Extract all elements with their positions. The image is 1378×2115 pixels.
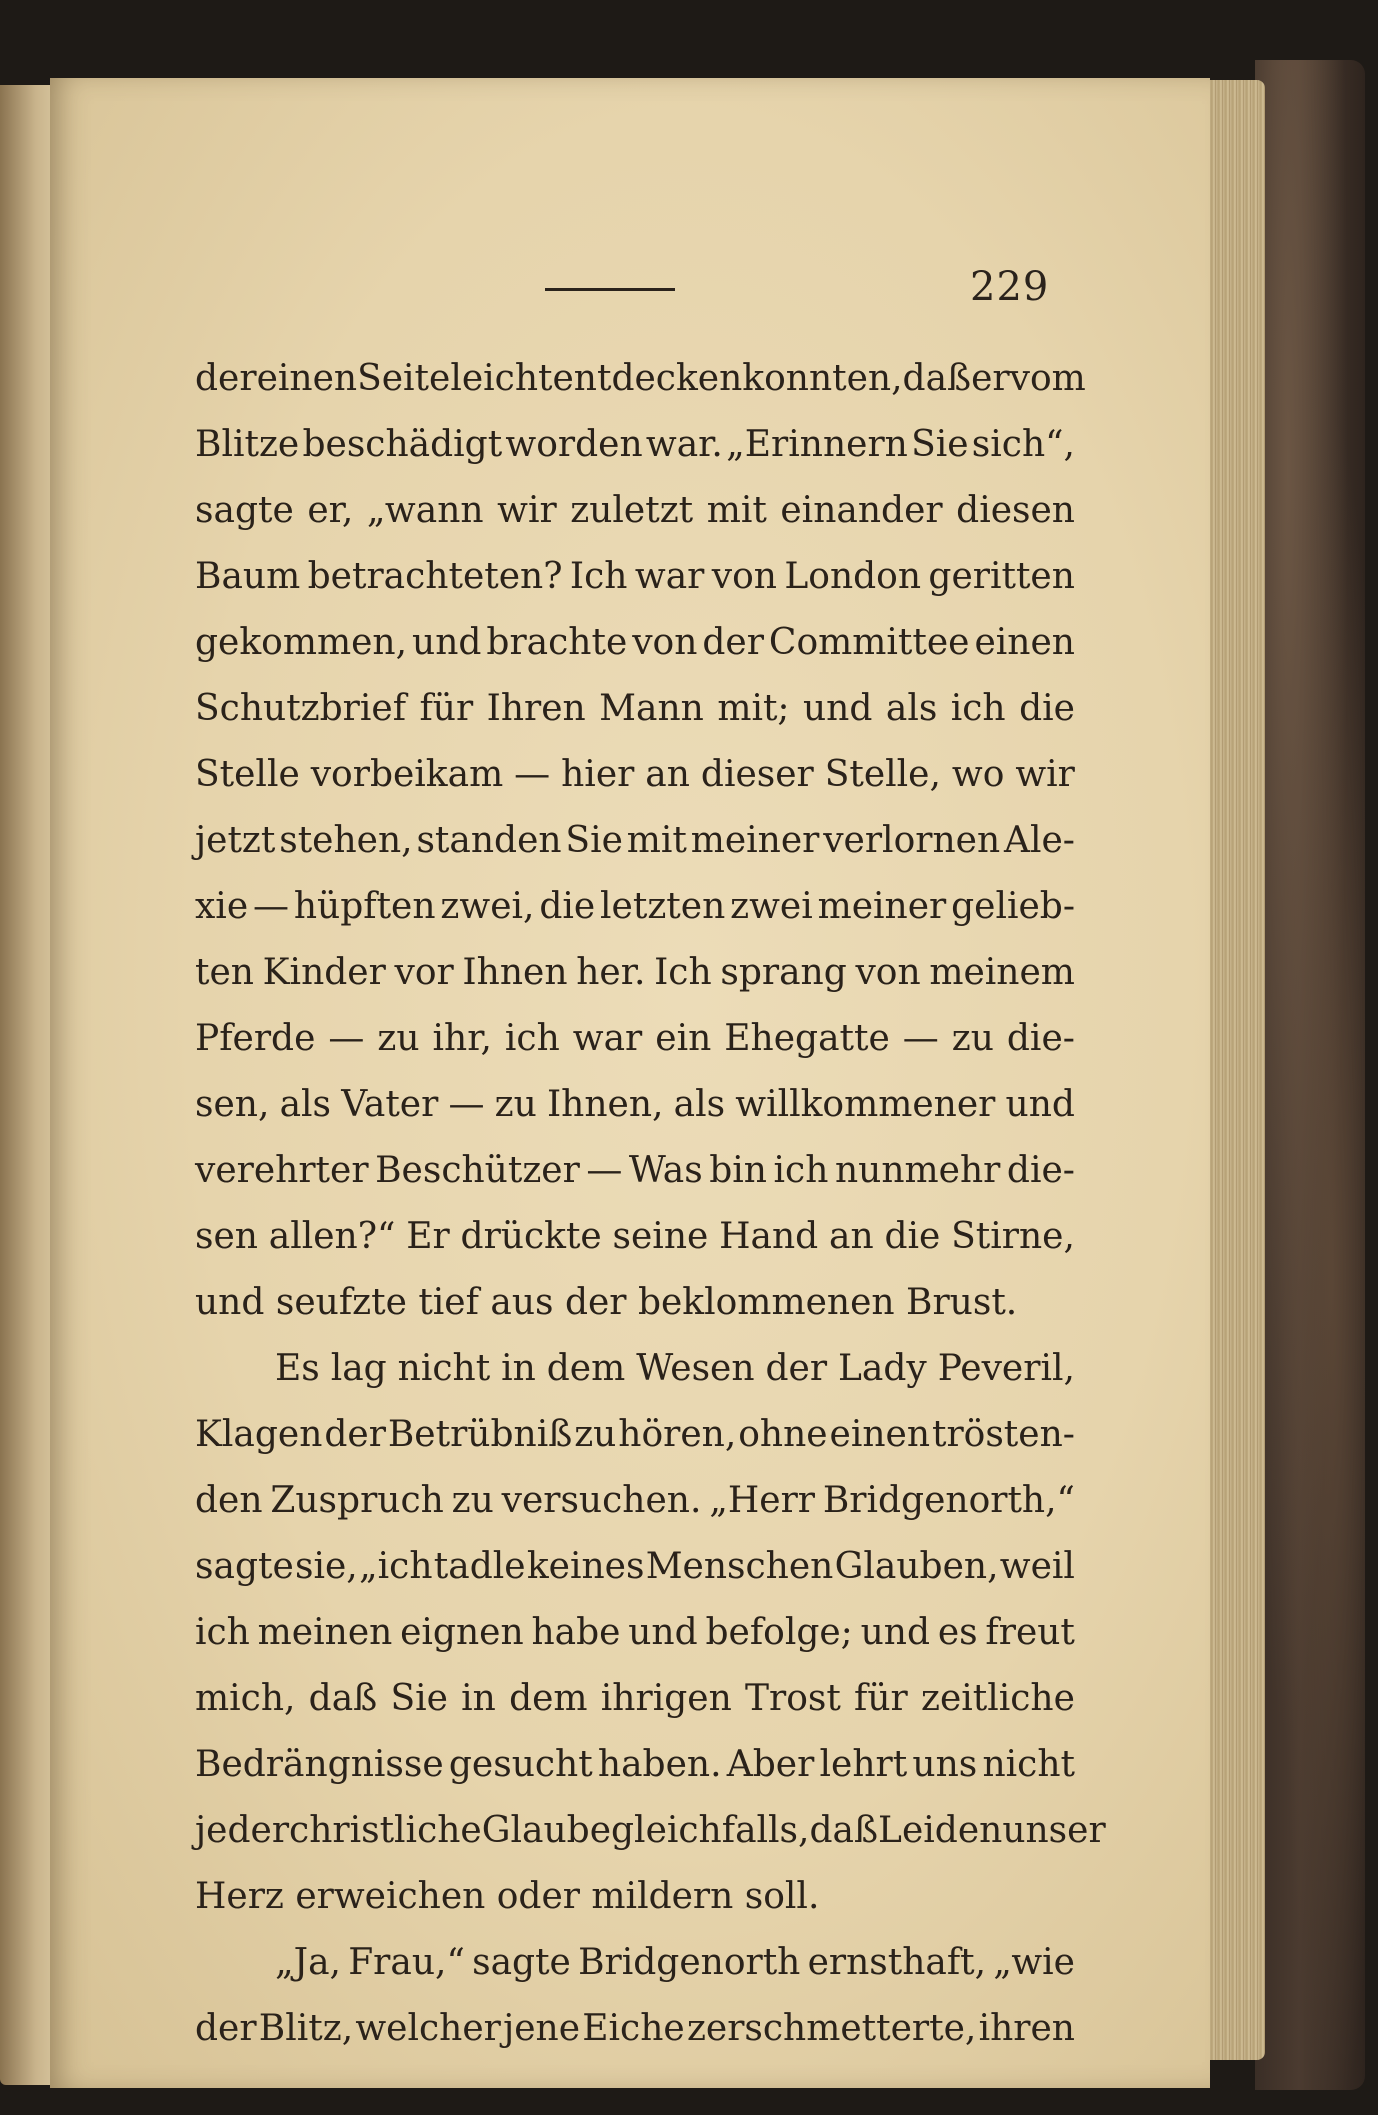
text-line: Blitze beschädigt worden war. „Erinnern Sie sich“, bbox=[195, 424, 1075, 465]
text-line: Stelle vorbeikam — hier an dieser Stelle, wo wir bbox=[195, 754, 1075, 795]
text-line: sen allen?“ Er drückte seine Hand an die Stirne, bbox=[195, 1216, 1075, 1257]
text-line: Es lag nicht in dem Wesen der Lady Peveril, bbox=[275, 1348, 1075, 1389]
text-line: ten Kinder vor Ihnen her. Ich sprang von meinem bbox=[195, 952, 1075, 993]
text-line: Klagen der Betrübniß zu hören, ohne einen trösten- bbox=[195, 1414, 1075, 1455]
text-line: sen, als Vater — zu Ihnen, als willkommener und bbox=[195, 1084, 1075, 1125]
text-line: den Zuspruch zu versuchen. „Herr Bridgenorth,“ bbox=[195, 1480, 1075, 1521]
text-line: sagte er, „wann wir zuletzt mit einander diesen bbox=[195, 490, 1075, 531]
text-line: Schutzbrief für Ihren Mann mit; und als ich die bbox=[195, 688, 1075, 729]
text-line: sagte sie, „ich tadle keines Menschen Glauben, weil bbox=[195, 1546, 1075, 1587]
body-text bbox=[195, 346, 1106, 2062]
text-line: und seufzte tief aus der beklommenen Brust. bbox=[195, 1282, 1018, 1323]
book-cover bbox=[1255, 60, 1365, 2090]
text-line: verehrter Beschützer — Was bin ich nunmehr die- bbox=[195, 1150, 1075, 1191]
text-line: jetzt stehen, standen Sie mit meiner verlornen Ale- bbox=[195, 820, 1075, 861]
text-line: xie — hüpften zwei, die letzten zwei meiner gelieb- bbox=[195, 886, 1075, 927]
book-page bbox=[50, 78, 1210, 2088]
text-line: jeder christliche Glaube gleichfalls, daß Leiden unser bbox=[195, 1810, 1106, 1851]
text-line: Baum betrachteten? Ich war von London geritten bbox=[195, 556, 1075, 597]
page-number: 229 bbox=[970, 264, 1050, 310]
text-line: „Ja, Frau,“ sagte Bridgenorth ernsthaft, „wie bbox=[275, 1942, 1075, 1983]
text-line: der einen Seite leicht entdecken konnten, daß er vom bbox=[195, 358, 1086, 399]
text-line: Pferde — zu ihr, ich war ein Ehegatte — zu die- bbox=[195, 1018, 1075, 1059]
text-line: ich meinen eignen habe und befolge; und es freut bbox=[195, 1612, 1075, 1653]
text-line: Herz erweichen oder mildern soll. bbox=[195, 1876, 820, 1917]
text-line: mich, daß Sie in dem ihrigen Trost für zeitliche bbox=[195, 1678, 1075, 1719]
text-line: der Blitz, welcher jene Eiche zerschmetterte, ihren bbox=[195, 2008, 1075, 2049]
header-rule bbox=[545, 288, 675, 291]
text-line: gekommen, und brachte von der Committee einen bbox=[195, 622, 1075, 663]
text-line: Bedrängnisse gesucht haben. Aber lehrt uns nicht bbox=[195, 1744, 1075, 1785]
